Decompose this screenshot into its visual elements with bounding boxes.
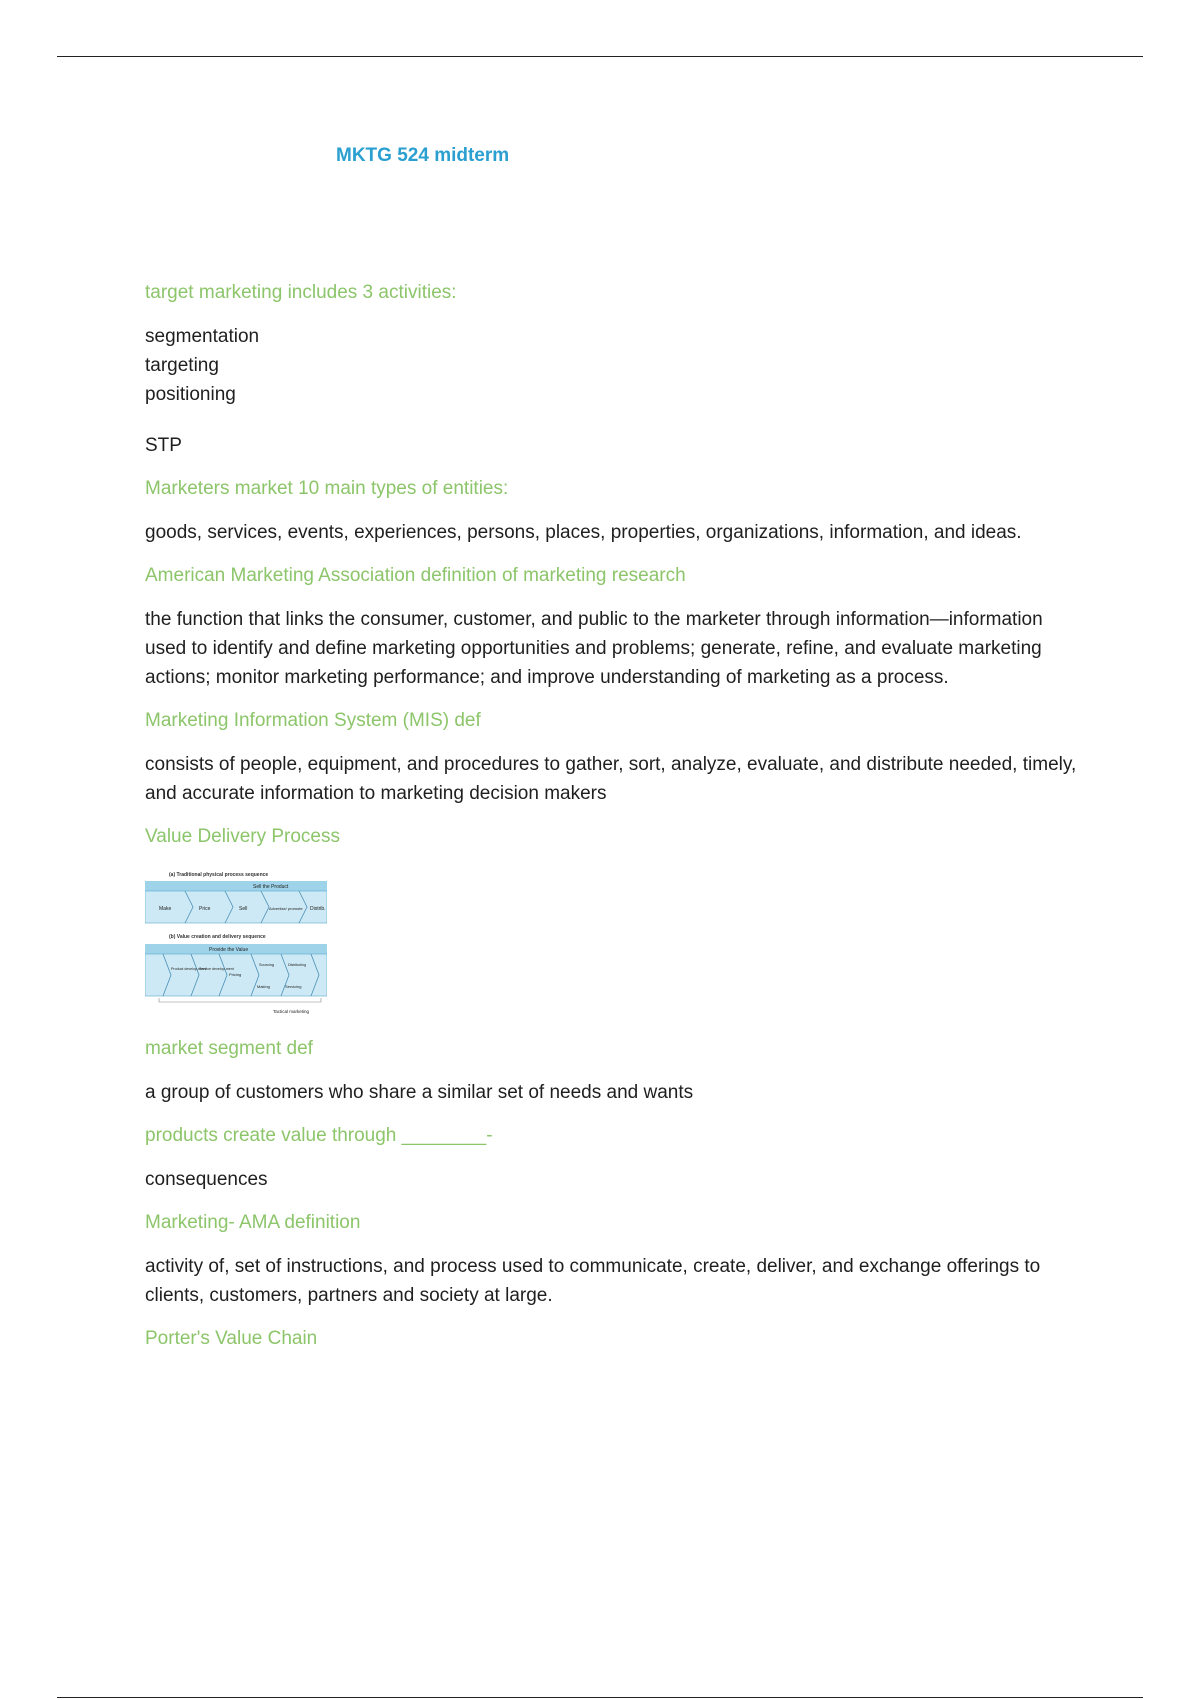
answer-8: activity of, set of instructions, and process used to communicate, create, deliver, and exchange offerings to clients, customers, partners and society at large. — [145, 1256, 1041, 1306]
diagram-bottom-header: Provide the Value — [209, 947, 249, 953]
page-title: MKTG 524 midterm — [336, 145, 510, 166]
footer-rule — [57, 1697, 1143, 1698]
answer-2: goods, services, events, experiences, persons, places, properties, organizations, information, and ideas. — [145, 522, 1022, 543]
diagram-top-label: (a) Traditional physical process sequence — [169, 872, 269, 878]
diagram-cell: Price — [199, 906, 211, 912]
diagram-cell: Distrib. — [310, 906, 326, 912]
question-1: target marketing includes 3 activities: — [145, 282, 457, 303]
diagram-cell: Making — [257, 984, 270, 989]
diagram-bottom-label: (b) Value creation and delivery sequence — [169, 934, 266, 940]
answer-1: STP — [145, 435, 182, 456]
question-7: products create value through ________- — [145, 1125, 493, 1146]
flashcard-content — [145, 280, 1085, 1368]
question-8: Marketing- AMA definition — [145, 1212, 361, 1233]
question-5: Value Delivery Process — [145, 826, 341, 847]
diagram-bottom-footer: Tactical marketing — [273, 1009, 310, 1014]
list-item: targeting — [145, 355, 219, 376]
header-rule — [57, 56, 1143, 57]
question-2: Marketers market 10 main types of entities: — [145, 478, 509, 499]
diagram-cell: Servicing — [285, 984, 302, 989]
diagram-cell: Product develop-ment — [171, 967, 207, 971]
value-delivery-diagram — [145, 866, 327, 1022]
list-item: positioning — [145, 384, 236, 405]
diagram-cell: Service develop-ment — [199, 967, 234, 971]
diagram-cell: Distributing — [288, 963, 306, 967]
list-item: segmentation — [145, 326, 260, 347]
answer-3: the function that links the consumer, customer, and public to the marketer through information—information used to identify and define marketing opportunities and problems; generate, refine, and evaluate marketing actions; monitor marketing performance; and improve understanding of marketing as a process. — [145, 609, 1043, 688]
diagram-bracket — [159, 998, 321, 1002]
answer-7: consequences — [145, 1169, 268, 1190]
diagram-cell: Advertise/ promote — [269, 906, 303, 911]
diagram-cell: Sourcing — [259, 963, 274, 967]
answer-6: a group of customers who share a similar set of needs and wants — [145, 1082, 694, 1103]
diagram-top-header: Sell the Product — [253, 884, 289, 890]
question-9: Porter's Value Chain — [145, 1328, 318, 1349]
answer-4: consists of people, equipment, and procedures to gather, sort, analyze, evaluate, and distribute needed, timely, and accurate information to marketing decision makers — [145, 754, 1077, 804]
question-3: American Marketing Association definition of marketing research — [145, 565, 686, 586]
diagram-cell: Make — [159, 906, 172, 912]
diagram-cell: Pricing — [229, 972, 242, 977]
question-6: market segment def — [145, 1038, 313, 1059]
question-4: Marketing Information System (MIS) def — [145, 710, 481, 731]
diagram-top-header-band — [145, 881, 327, 891]
activities-list — [145, 322, 1085, 409]
diagram-cell: Sell — [239, 906, 248, 912]
